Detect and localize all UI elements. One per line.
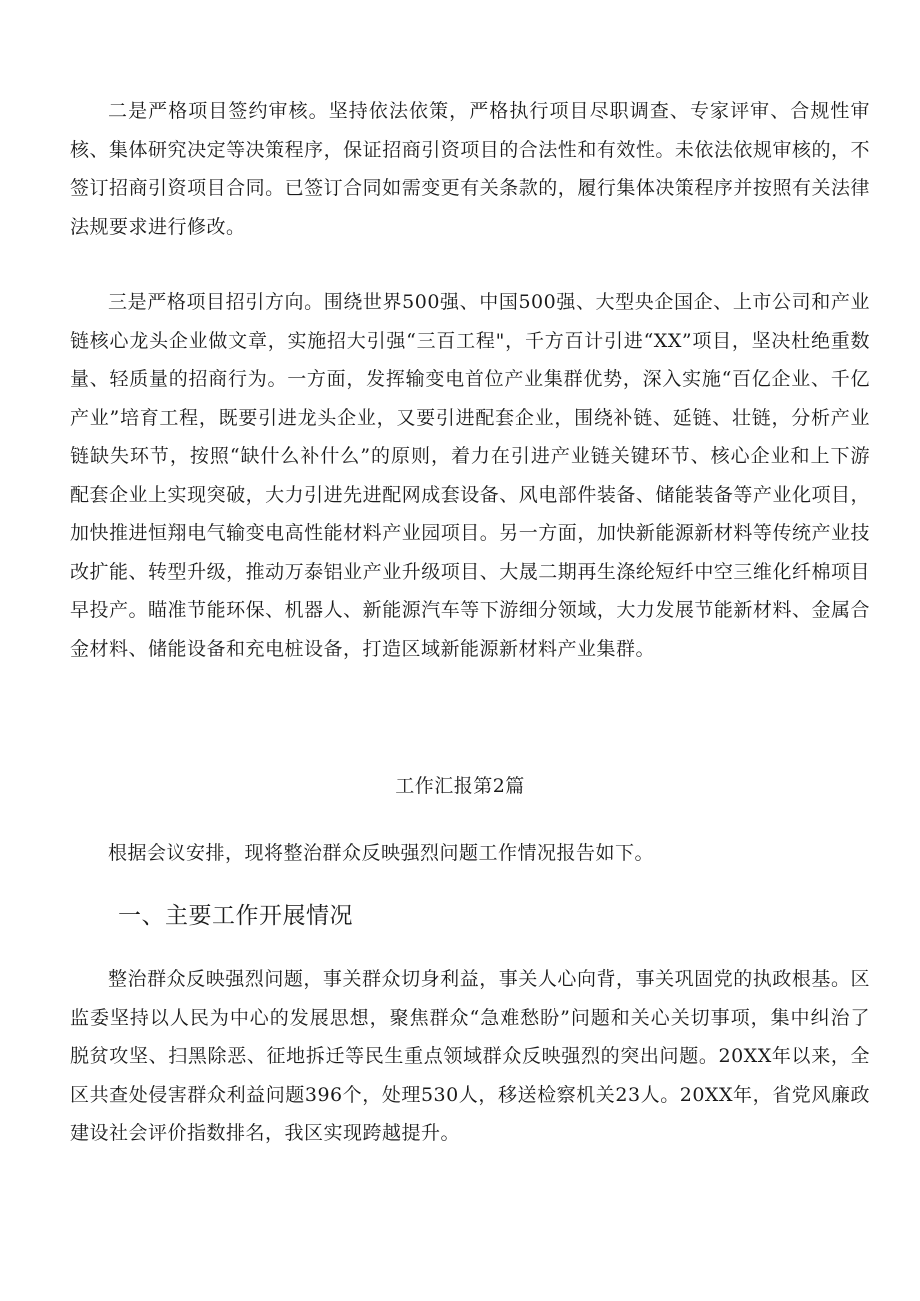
- paragraph-project-attraction-direction: 三是严格项目招引方向。围绕世界500强、中国500强、大型央企国企、上市公司和产业链核心龙头企业做文章，实施招大引强“三百工程"，千方百计引进“XX”项目，坚决杜绝重数量、轻质量的招商行为。一方面，发挥输变电首位产业集群优势，深入实施“百亿企业、千亿产业”培育工程，既要引进龙头企业，又要引进配套企业，围绕补链、延链、壮链，分析产业链缺失环节，按照“缺什么补什么”的原则，着力在引进产业链关键环节、核心企业和上下游配套企业上实现突破，大力引进先进配网成套设备、风电部件装备、储能装备等产业化项目，加快推进恒翔电气输变电高性能材料产业园项目。另一方面，加快新能源新材料等传统产业技改扩能、转型升级，推动万泰铝业产业升级项目、大晟二期再生涤纶短纤中空三维化纤棉项目早投产。瞄准节能环保、机器人、新能源汽车等下游细分领域，大力发展节能新材料、金属合金材料、储能设备和充电桩设备，打造区域新能源新材料产业集群。: [70, 291, 870, 660]
- paragraph-project-signing-review: 二是严格项目签约审核。坚持依法依策，严格执行项目尽职调查、专家评审、合规性审核、集体研究决定等决策程序，保证招商引资项目的合法性和有效性。未依法依规审核的，不签订招商引资项目合同。已签订合同如需变更有关条款的，履行集体决策程序并按照有关法律法规要求进行修改。: [70, 100, 870, 238]
- section-paragraph: 整治群众反映强烈问题，事关群众切身利益，事关人心向背，事关巩固党的执政根基。区监委坚持以人民为中心的发展思想，聚焦群众“急难愁盼”问题和关心关切事项，集中纠治了脱贫攻坚、扫黑除恶、征地拆迁等民生重点领域群众反映强烈的突出问题。20XX年以来，全区共查处侵害群众利益问题396个，处理530人，移送检察机关23人。20XX年，省党风廉政建设社会评价指数排名，我区实现跨越提升。: [70, 968, 870, 1144]
- report-intro: 根据会议安排，现将整治群众反映强烈问题工作情况报告如下。: [108, 842, 655, 864]
- report-title: 工作汇报第2篇: [395, 775, 525, 797]
- section-heading: 一、主要工作开展情况: [118, 903, 353, 929]
